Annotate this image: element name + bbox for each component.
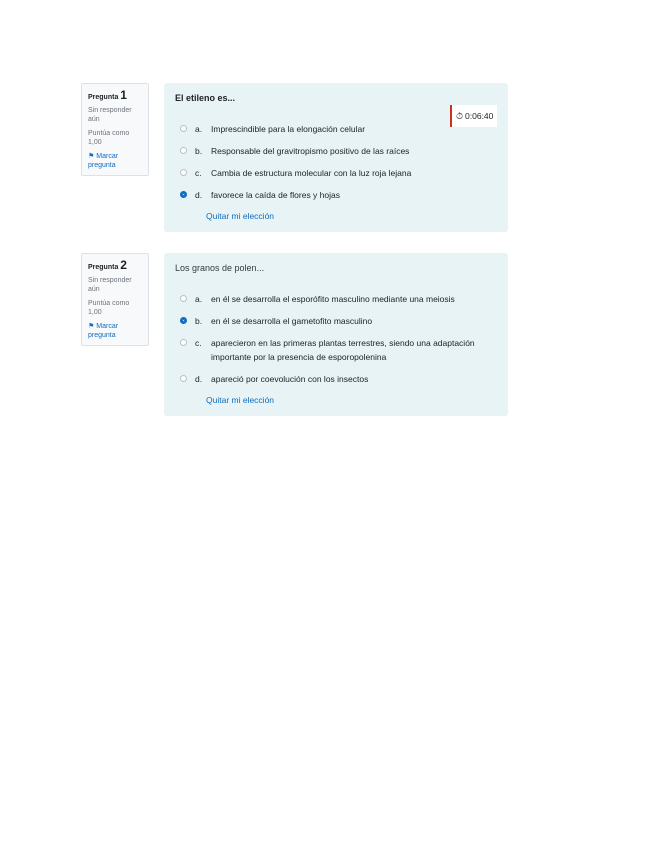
answer-option-d[interactable]: [175, 372, 498, 386]
clear-choice-link[interactable]: Quitar mi elección: [206, 211, 275, 221]
question-title: [88, 259, 143, 274]
option-text: Responsable del gravitropismo positivo de las raíces: [211, 146, 410, 156]
answer-option-d[interactable]: [175, 188, 498, 202]
option-text: Imprescindible para la elongación celular: [211, 124, 366, 134]
option-letter: c.: [195, 168, 202, 178]
option-text: Cambia de estructura molecular con la luz roja lejana: [211, 168, 412, 178]
question-info-2: [81, 253, 149, 346]
radio-button-selected[interactable]: [180, 191, 187, 198]
flag-icon: ⚑: [88, 153, 95, 160]
question-number: 1: [120, 88, 127, 102]
question-label: Pregunta: [88, 264, 119, 271]
question-info-1: [81, 83, 149, 176]
answer-option-c[interactable]: [175, 336, 498, 364]
question-grade: Puntúa como 1,00: [88, 300, 130, 316]
answer-options: [175, 122, 498, 202]
option-text: en él se desarrolla el gametofito masculino: [211, 316, 373, 326]
answer-option-b[interactable]: [175, 144, 498, 158]
answer-option-a[interactable]: [175, 292, 498, 306]
option-text: favorece la caída de flores y hojas: [211, 190, 340, 200]
option-letter: c.: [195, 338, 202, 348]
radio-button[interactable]: [180, 295, 187, 302]
flag-label: Marcar pregunta: [88, 153, 119, 169]
option-text: apareció por coevolución con los insectos: [211, 374, 369, 384]
answer-option-b[interactable]: [175, 314, 498, 328]
question-grade: Puntúa como 1,00: [88, 130, 130, 146]
radio-button-selected[interactable]: [180, 317, 187, 324]
flag-icon: ⚑: [88, 323, 95, 330]
timer-value: 0:06:40: [465, 111, 494, 121]
question-state: Sin responder aún: [88, 277, 132, 293]
option-text: en él se desarrolla el esporófito masculino mediante una meiosis: [211, 294, 455, 304]
option-letter: d.: [195, 190, 203, 200]
flag-label: Marcar pregunta: [88, 323, 119, 339]
answer-option-c[interactable]: [175, 166, 498, 180]
quiz-timer: [450, 105, 497, 127]
question-label: Pregunta: [88, 94, 119, 101]
clock-icon: ⏱: [456, 111, 464, 121]
option-letter: b.: [195, 146, 203, 156]
option-letter: a.: [195, 124, 203, 134]
option-letter: a.: [195, 294, 203, 304]
radio-button[interactable]: [180, 169, 187, 176]
radio-button[interactable]: [180, 125, 187, 132]
answer-options: [175, 292, 498, 386]
question-text: Los granos de polen...: [175, 263, 265, 273]
question-title: [88, 89, 143, 104]
radio-button[interactable]: [180, 339, 187, 346]
question-state: Sin responder aún: [88, 107, 132, 123]
option-letter: d.: [195, 374, 203, 384]
question-text: El etileno es...: [175, 93, 236, 103]
option-text: aparecieron en las primeras plantas terrestres, siendo una adaptación importante por la presencia de esporopolenina: [211, 338, 475, 362]
question-number: 2: [120, 258, 127, 272]
radio-button[interactable]: [180, 375, 187, 382]
clear-choice-link[interactable]: Quitar mi elección: [206, 395, 275, 405]
flag-question-link[interactable]: [88, 322, 143, 340]
radio-button[interactable]: [180, 147, 187, 154]
option-letter: b.: [195, 316, 203, 326]
flag-question-link[interactable]: [88, 152, 143, 170]
question-content-2: [164, 253, 508, 416]
